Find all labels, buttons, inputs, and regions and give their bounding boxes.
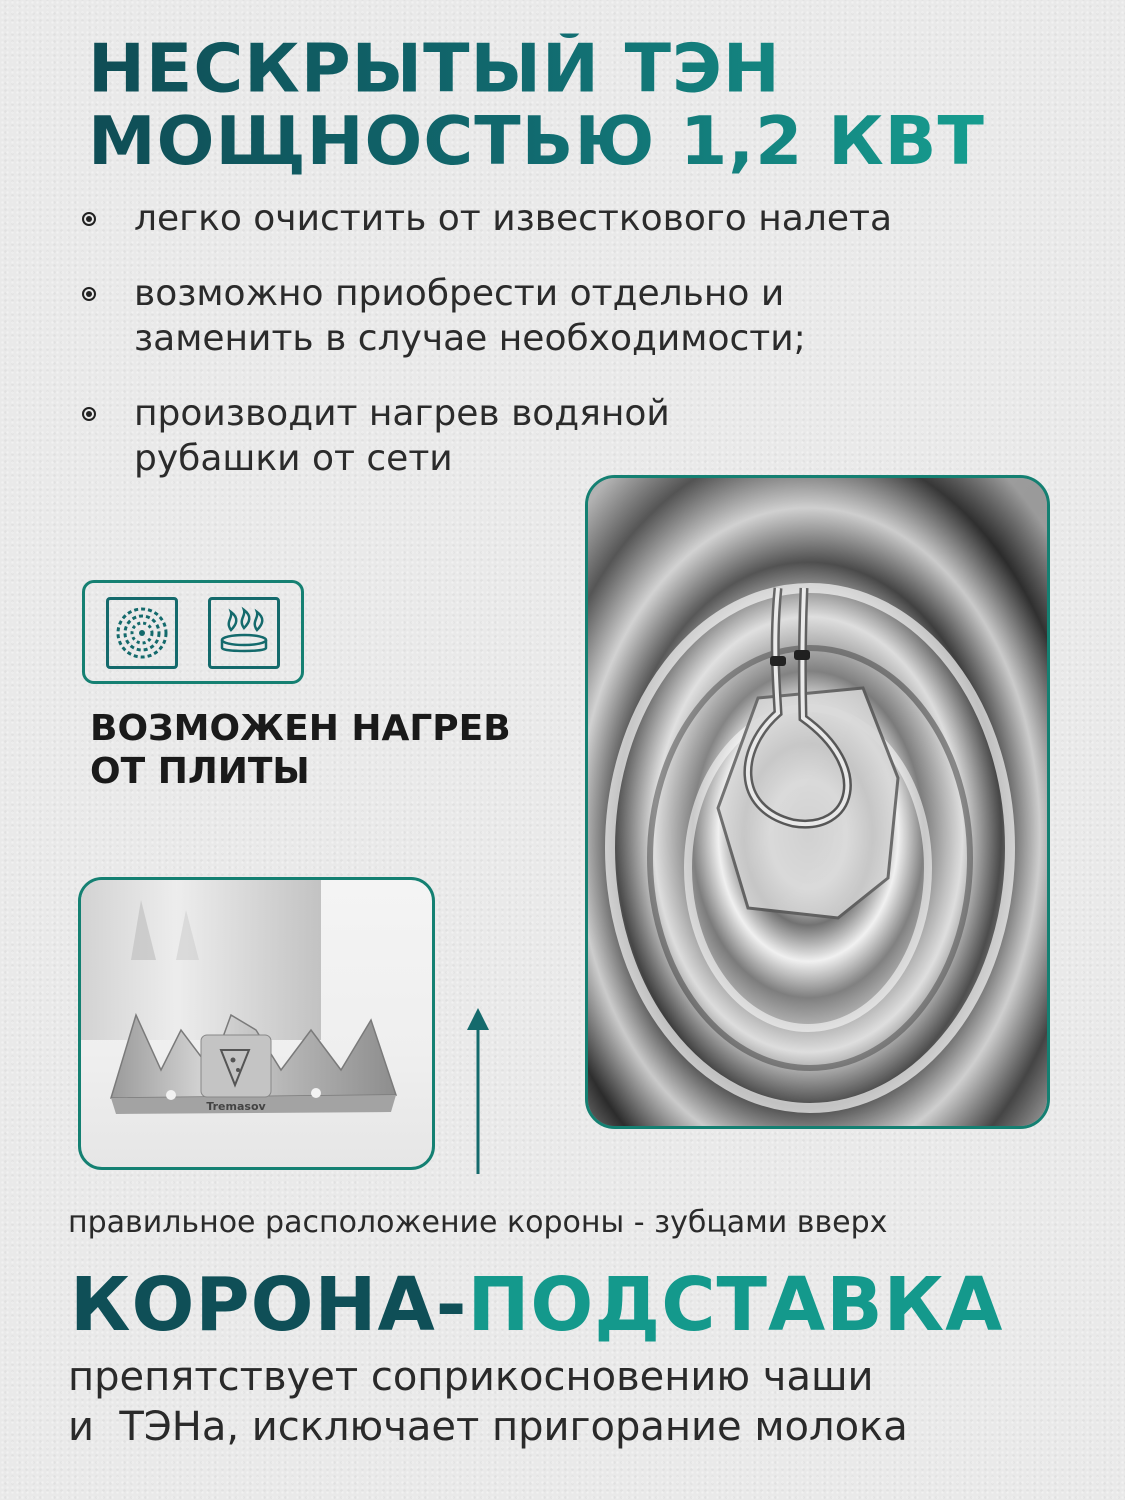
feature-text: возможно приобрести отдельно и заменить в случае необходимости; (134, 273, 806, 359)
stove-heating-title (90, 707, 570, 793)
crown-orientation-caption: правильное расположение короны - зубцами вверх (68, 1205, 888, 1240)
gas-burner-icon (208, 597, 280, 669)
bullet-icon (82, 287, 96, 301)
heating-methods-icons (82, 580, 304, 684)
stove-title-line-2: ОТ ПЛИТЫ (90, 751, 310, 792)
crown-stand-title (70, 1262, 1070, 1348)
headline-line-1: НЕСКРЫТЫЙ ТЭН (88, 30, 781, 108)
feature-item (78, 196, 1018, 241)
heating-element-photo (585, 475, 1050, 1129)
bullet-icon (82, 407, 96, 421)
heating-element-illustration (588, 478, 1047, 1126)
hob-plate-icon (106, 597, 178, 669)
main-headline (88, 30, 1068, 181)
up-arrow-icon (466, 1008, 490, 1174)
crown-brand-label: Tremasov (206, 1100, 266, 1113)
feature-text: легко очистить от известкового налета (134, 198, 893, 239)
stove-title-line-1: ВОЗМОЖЕН НАГРЕВ (90, 708, 511, 749)
crown-desc-line-1: препятствует соприкосновению чаши (68, 1354, 874, 1400)
crown-title-part-1: КОРОНА- (70, 1262, 468, 1348)
feature-list (78, 196, 1018, 481)
headline-line-2: МОЩНОСТЬЮ 1,2 КВТ (88, 103, 985, 181)
feature-item (78, 271, 1018, 361)
crown-stand-photo (78, 877, 435, 1170)
crown-stand-description (68, 1352, 1068, 1452)
crown-desc-line-2: и ТЭНа, исключает пригорание молока (68, 1404, 908, 1450)
feature-item (78, 391, 1018, 481)
bullet-icon (82, 212, 96, 226)
crown-stand-illustration (81, 880, 432, 1167)
feature-text: производит нагрев водяной рубашки от сети (134, 393, 670, 479)
crown-title-part-2: ПОДСТАВКА (467, 1262, 1004, 1348)
